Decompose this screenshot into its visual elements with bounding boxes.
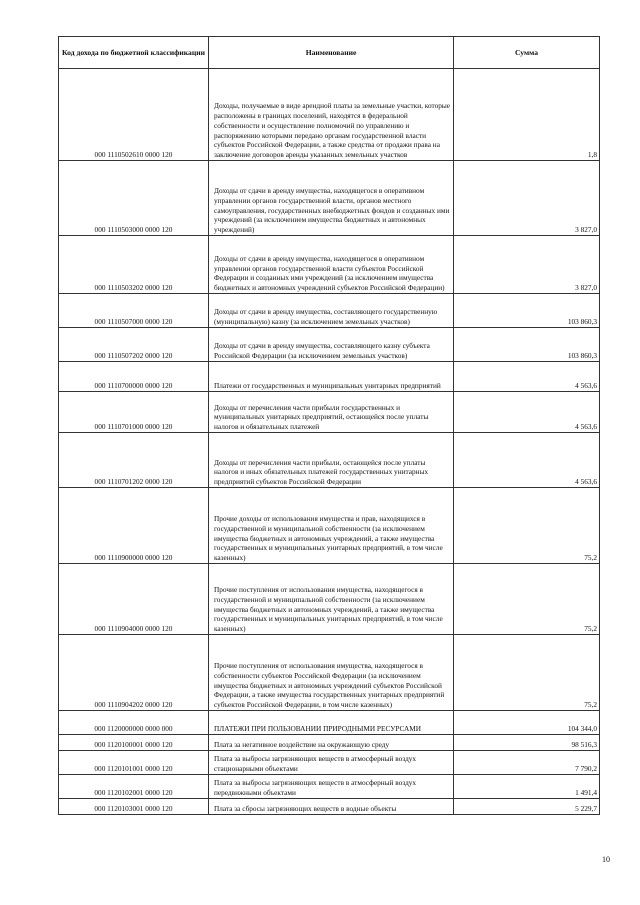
row-name: Плата за сбросы загрязняющих веществ в водные объекты: [214, 804, 397, 814]
table-row: [59, 635, 600, 711]
row-code: 000 1110904202 0000 120: [59, 635, 209, 711]
row-name: Доходы, получаемые в виде арендной платы за земельные участки, которые расположены в границах поселений, находятся в федеральной собственности и осуществление полномочий по управлению и распоряжению которыми передано органам государственной власти субъектов Российской Федерации, а также средства от продажи права на заключение договоров аренды указанных земельных участков: [214, 101, 451, 160]
row-name-cell: [209, 328, 454, 362]
row-name: Доходы от сдачи в аренду имущества, составляющего государственную (муниципальную) казну (за исключением земельных участков): [214, 307, 438, 327]
table-row: [59, 799, 600, 815]
row-name: Доходы от перечисления части прибыли государственных и муниципальных унитарных предприятий, остающейся после уплаты налогов и обязательных платежей: [214, 402, 429, 432]
table-header-row: [59, 37, 600, 69]
row-name: Плата за негативное воздействие на окружающую среду: [214, 740, 390, 750]
row-name: Доходы от сдачи в аренду имущества, составляющего казну субъекта Российской Федерации (за исключением земельных участков): [214, 341, 430, 361]
row-code: 000 1110701000 0000 120: [59, 392, 209, 433]
row-name-cell: [209, 635, 454, 711]
table-row: [59, 161, 600, 236]
row-code: 000 1110503000 0000 120: [59, 161, 209, 236]
row-sum: 98 516,3: [454, 735, 600, 751]
row-code: 000 1120000000 0000 000: [59, 711, 209, 735]
table-row: [59, 711, 600, 735]
row-name: Доходы от сдачи в аренду имущества, находящегося в оперативном управлении органов государственной власти, органов местного самоуправления, государственных внебюджетных фондов и созданных ими учреждений (за исключением имущества бюджетных и автономных учреждений): [214, 186, 450, 235]
row-code: 000 1110507000 0000 120: [59, 294, 209, 328]
row-name-cell: [209, 711, 454, 735]
row-sum: 3 827,0: [454, 236, 600, 294]
row-name: Прочие поступления от использования имущества, находящегося в собственности субъектов Российской Федерации (за исключением имущества бюджетных и автономных учреждений субъектов Российской Федерации, а также имущества государственных унитарных предприятий субъектов Российской Федерации, в том числе казенных): [214, 661, 445, 710]
table-row: [59, 564, 600, 635]
row-name-cell: [209, 488, 454, 564]
header-name: Наименование: [209, 37, 454, 69]
table-row: [59, 328, 600, 362]
row-sum: 1 491,4: [454, 775, 600, 799]
row-sum: 75,2: [454, 635, 600, 711]
row-name: Прочие доходы от использования имущества и прав, находящихся в государственной и муниципальной собственности (за исключением имущества бюджетных и автономных учреждений, а также имущества государственных и муниципальных унитарных предприятий, в том числе казенных): [214, 514, 443, 563]
row-code: 000 1110904000 0000 120: [59, 564, 209, 635]
row-sum: 103 860,3: [454, 328, 600, 362]
row-name: ПЛАТЕЖИ ПРИ ПОЛЬЗОВАНИИ ПРИРОДНЫМИ РЕСУРСАМИ: [214, 724, 422, 734]
table-row: [59, 294, 600, 328]
row-name-cell: [209, 775, 454, 799]
row-code: 000 1110507202 0000 120: [59, 328, 209, 362]
table-row: [59, 362, 600, 392]
table-row: [59, 751, 600, 775]
table-row: [59, 735, 600, 751]
row-code: 000 1110502610 0000 120: [59, 69, 209, 161]
table-body: [59, 69, 600, 815]
table-row: [59, 775, 600, 799]
row-name-cell: [209, 362, 454, 392]
row-sum: 75,2: [454, 564, 600, 635]
row-name: Плата за выбросы загрязняющих веществ в атмосферный воздух передвижными объектами: [214, 778, 417, 798]
row-name-cell: [209, 161, 454, 236]
row-name-cell: [209, 751, 454, 775]
row-code: 000 1120100001 0000 120: [59, 735, 209, 751]
row-code: 000 1120102001 0000 120: [59, 775, 209, 799]
row-code: 000 1110900000 0000 120: [59, 488, 209, 564]
row-name: Прочие поступления от использования имущества, находящегося в государственной и муниципальной собственности (за исключением имущества бюджетных и автономных учреждений, а также имущества государственных и муниципальных унитарных предприятий, в том числе казенных): [214, 585, 443, 634]
row-sum: 103 860,3: [454, 294, 600, 328]
table-row: [59, 236, 600, 294]
row-name-cell: [209, 799, 454, 815]
header-sum: Сумма: [454, 37, 600, 69]
row-name-cell: [209, 735, 454, 751]
row-code: 000 1110701202 0000 120: [59, 433, 209, 488]
row-name: Платежи от государственных и муниципальных унитарных предприятий: [214, 381, 441, 391]
row-code: 000 1110503202 0000 120: [59, 236, 209, 294]
row-sum: 4 563,6: [454, 392, 600, 433]
row-sum: 7 790,2: [454, 751, 600, 775]
row-name-cell: [209, 392, 454, 433]
row-name-cell: [209, 433, 454, 488]
row-name-cell: [209, 69, 454, 161]
row-name-cell: [209, 236, 454, 294]
row-name: Доходы от перечисления части прибыли, остающейся после уплаты налогов и иных обязательных платежей государственных унитарных предприятий субъектов Российской Федерации: [214, 457, 429, 487]
row-sum: 1,8: [454, 69, 600, 161]
row-sum: 3 827,0: [454, 161, 600, 236]
row-name: Доходы от сдачи в аренду имущества, находящегося в оперативном управлении органов государственной власти субъектов Российской Федерации и созданных ими учреждений (за исключением имущества бюджетных и автономных учреждений субъектов Российской Федерации): [214, 253, 445, 293]
page-number: 10: [602, 855, 610, 864]
header-code: Код дохода по бюджетной классификации: [59, 37, 209, 69]
row-name-cell: [209, 564, 454, 635]
row-sum: 4 563,6: [454, 433, 600, 488]
table-row: [59, 69, 600, 161]
table-row: [59, 488, 600, 564]
row-sum: 75,2: [454, 488, 600, 564]
row-name-cell: [209, 294, 454, 328]
row-sum: 5 229,7: [454, 799, 600, 815]
row-sum: 4 563,6: [454, 362, 600, 392]
budget-revenue-table: [58, 36, 600, 815]
row-code: 000 1110700000 0000 120: [59, 362, 209, 392]
table-row: [59, 433, 600, 488]
table-row: [59, 392, 600, 433]
row-code: 000 1120103001 0000 120: [59, 799, 209, 815]
row-sum: 104 344,0: [454, 711, 600, 735]
row-name: Плата за выбросы загрязняющих веществ в атмосферный воздух стационарными объектами: [214, 754, 417, 774]
row-code: 000 1120101001 0000 120: [59, 751, 209, 775]
